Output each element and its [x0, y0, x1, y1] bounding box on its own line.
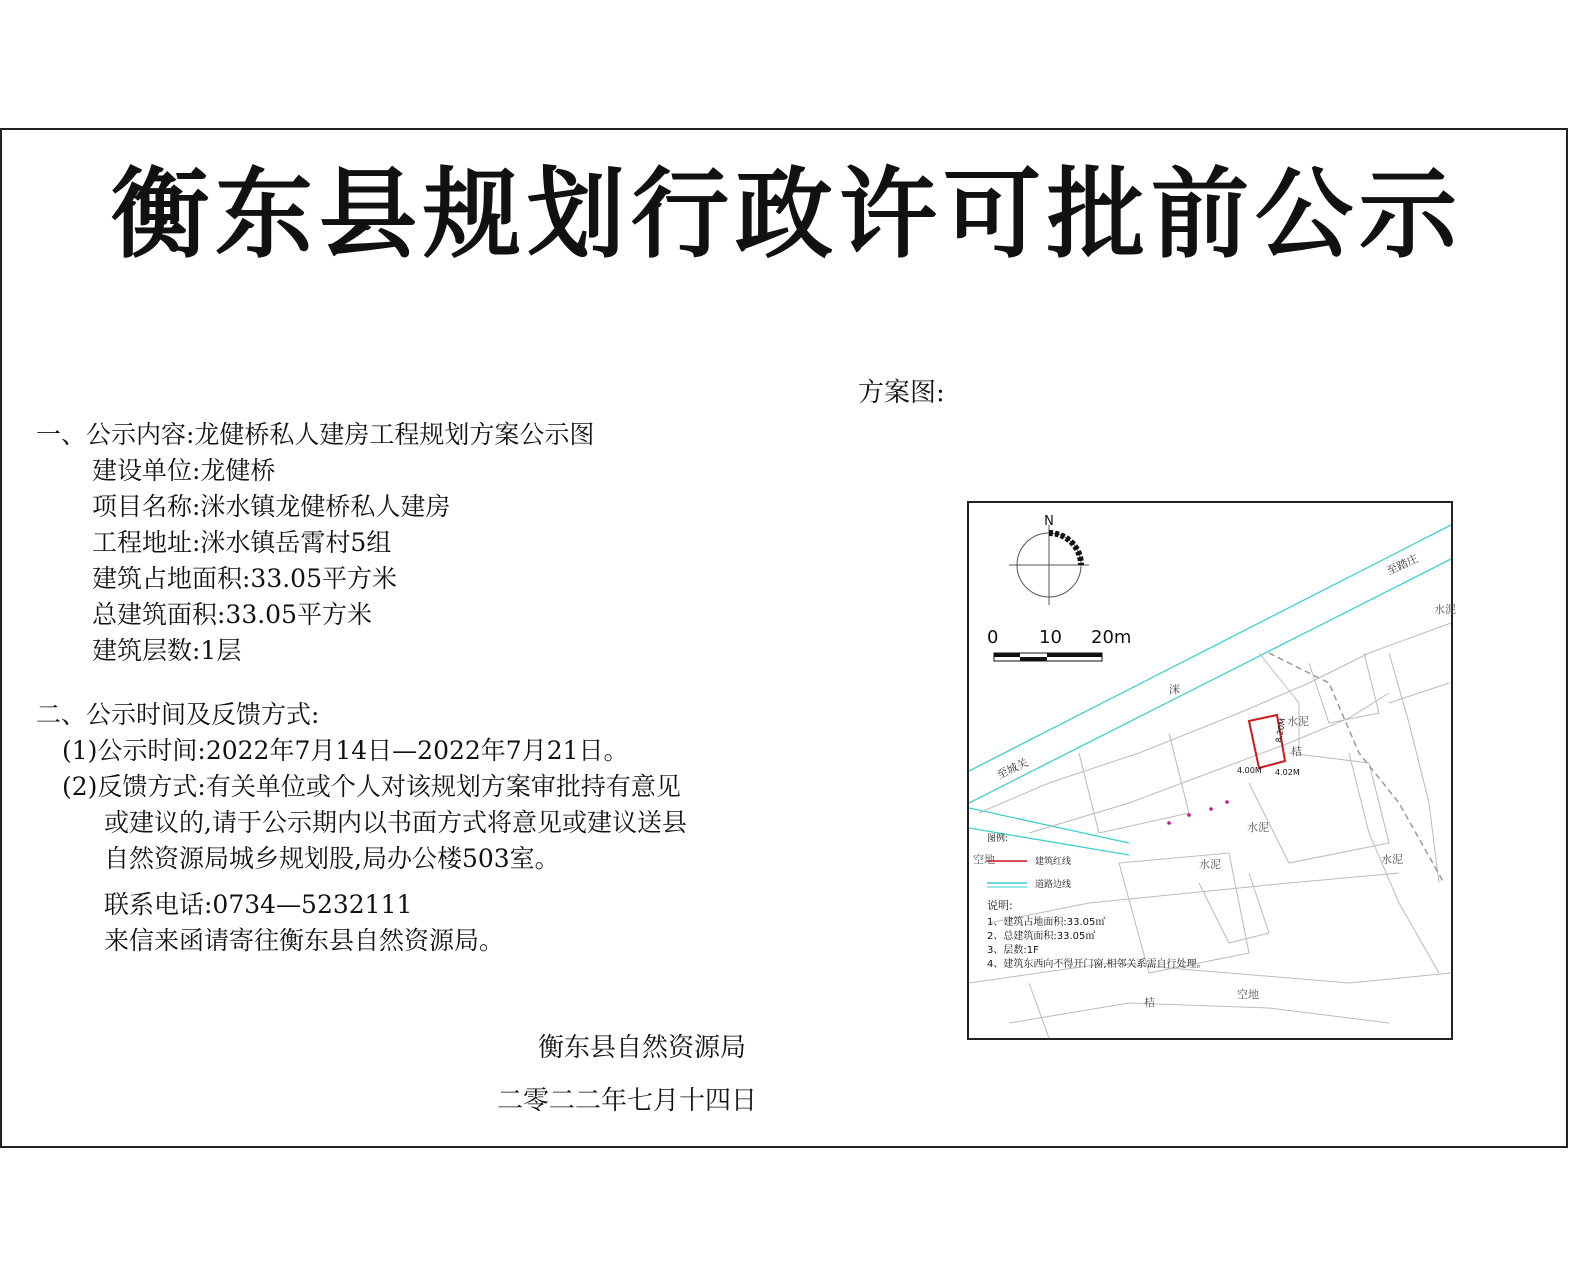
boundary-markers [1167, 800, 1229, 825]
total-area-row: 总建筑面积:33.05平方米 [92, 600, 372, 629]
north-label: N [1044, 514, 1054, 529]
scale-zero: 0 [987, 627, 999, 648]
place-labels [973, 602, 1456, 1009]
north-compass [1009, 514, 1089, 605]
feedback-method-line2: 或建议的,请于公示期内以书面方式将意见或建议送县 [104, 808, 687, 837]
notice-period: (1)公示时间:2022年7月14日—2022年7月21日。 [62, 736, 629, 765]
site-plan-svg [969, 503, 1456, 1038]
feedback-heading: 二、公示时间及反馈方式: [36, 700, 320, 729]
road-label-west: 至城关 [994, 755, 1031, 782]
scheme-label: 方案图: [858, 378, 945, 408]
dim-width-bottom: 4.02M [1275, 768, 1300, 777]
map-legend [987, 832, 1071, 890]
river-label: 洣 [1169, 683, 1180, 696]
svg-text:水泥: 水泥 [1287, 715, 1309, 728]
feedback-method-line3: 自然资源局城乡规划股,局办公楼503室。 [104, 844, 560, 873]
svg-text:水泥: 水泥 [1199, 858, 1221, 871]
svg-text:桔: 桔 [1144, 996, 1155, 1009]
base-topography [969, 623, 1451, 1038]
svg-text:水泥: 水泥 [1381, 853, 1403, 866]
scale-mid: 10 [1039, 627, 1062, 648]
road-lines [969, 525, 1451, 855]
page-title: 衡东县规划行政许可批前公示 [110, 158, 1463, 272]
note-2: 2、总建筑面积:33.05㎡ [987, 931, 1096, 942]
svg-text:桔: 桔 [1291, 745, 1302, 758]
road-label-east: 至踏庄 [1384, 551, 1421, 578]
note-3: 3、层数:1F [987, 945, 1039, 956]
dim-length: 8.20M [1274, 717, 1288, 744]
legend-title: 图例: [987, 834, 1009, 844]
project-name-row: 项目名称:洣水镇龙健桥私人建房 [92, 492, 451, 521]
content-section [36, 417, 594, 669]
signature-date: 二零二二年七月十四日 [497, 1086, 758, 1116]
contact-phone: 联系电话:0734—5232111 [104, 890, 413, 919]
site-plan-map [967, 501, 1456, 1040]
address-row: 工程地址:洣水镇岳霄村5组 [92, 528, 392, 557]
scale-bar [987, 627, 1131, 661]
notes-title: 说明: [987, 899, 1013, 912]
dim-width-top: 4.00M [1237, 766, 1262, 775]
legend-road-line: 道路边线 [1035, 880, 1072, 890]
content-heading: 一、公示内容:龙健桥私人建房工程规划方案公示图 [36, 420, 595, 449]
floors-row: 建筑层数:1层 [92, 636, 242, 665]
legend-red-line: 建筑红线 [1035, 857, 1072, 867]
builder-row: 建设单位:龙健桥 [92, 456, 276, 485]
mail-address: 来信来函请寄往衡东县自然资源局。 [104, 926, 505, 955]
svg-text:空地: 空地 [1237, 988, 1259, 1001]
note-4: 4、建筑东西向不得开门窗,相邻关系需自行处理。 [987, 959, 1207, 970]
footprint-area-row: 建筑占地面积:33.05平方米 [92, 564, 397, 593]
svg-text:空地: 空地 [973, 853, 995, 866]
svg-text:水泥: 水泥 [1434, 603, 1456, 616]
feedback-method-line1: (2)反馈方式:有关单位或个人对该规划方案审批持有意见 [62, 772, 681, 801]
signature-org: 衡东县自然资源局 [538, 1033, 747, 1063]
note-1: 1、建筑占地面积:33.05㎡ [987, 917, 1106, 928]
feedback-section [36, 697, 687, 959]
map-notes [987, 899, 1207, 970]
scale-end: 20m [1091, 627, 1132, 648]
svg-text:水泥: 水泥 [1247, 821, 1269, 834]
